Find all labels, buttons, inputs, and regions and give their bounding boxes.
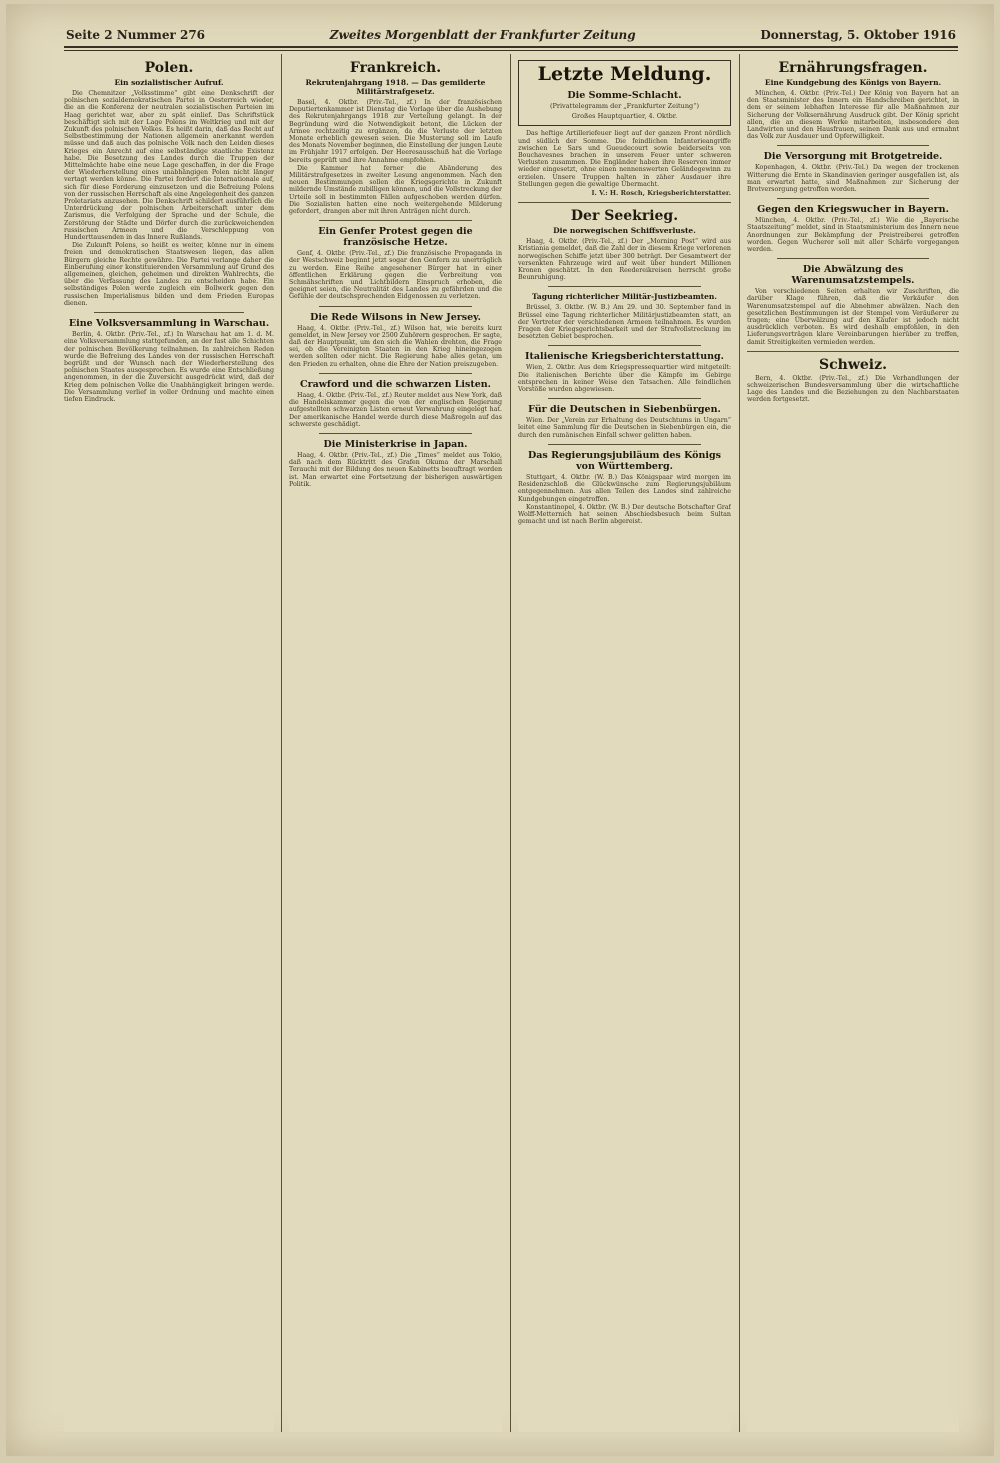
article-headline: Eine Volksversammlung in Warschau. xyxy=(68,318,270,330)
article-headline: Crawford und die schwarzen Listen. xyxy=(300,378,491,390)
article-headline: Rekrutenjahrgang 1918. — Das gemilderte Militärstrafgesetz. xyxy=(305,78,486,96)
article-body: Die Chemnitzer „Volksstimme“ gibt eine Denkschrift der polnischen sozialdemokratischen Partei in Oesterreich wieder, die an die Konferenz der neutralen sozialistischen Parteien im Haag gerichtet war, aber zu spät einlief. Das Schriftstück beschäftigt sich mit der Lage Polens im Weltkrieg und mit der Zukunft des polnischen Volkes. Es heißt darin, daß das Recht auf Selbstbestimmung der Nationen allgemein anerkannt werden müsse und daß auch das polnische Volk nach den Leiden dieses Krieges ein Anrecht auf eine selbständige staatliche Existenz habe. Die Besetzung des Landes durch die Truppen der Mittelmächte habe eine neue Lage geschaffen, in der die Frage der Wiederherstellung eines unabhängigen Polen nicht länger vertagt werden könne. Die Partei fordert die Internationale auf, sich für diese Forderung einzusetzen und die Befreiung Polens von der russischen Herrschaft als eine Angelegenheit des ganzen Proletariats anzusehen. Die Denkschrift schildert ausführlich die Unterdrückung der polnischen Arbeiterschaft unter dem Zarismus, die Verfolgung der Sprache und der Schule, die Zerstörung der Städte und Dörfer durch die zurückweichenden russischen Armeen und die Verschleppung von Hunderttausenden in das Innere Rußlands. xyxy=(64,90,274,242)
page-fade xyxy=(747,1392,959,1432)
section-title: Ernährungsfragen. xyxy=(778,60,928,76)
divider xyxy=(319,373,472,374)
article-headline: Das Regierungsjubiläum des Königs von Württemberg. xyxy=(528,449,721,472)
article-body: Haag, 4. Oktbr. (Priv.-Tel., zf.) Wilson hat, wie bereits kurz gemeldet, in New Jersey vor 2500 Zuhörern gesprochen. Er sagte, daß der Hauptpunkt, um den sich die Wahlen drehten, die Frage sei, ob die Vereinigten Staaten in den Krieg hineingezogen werden sollten oder nicht. Die Regierung habe alles getan, um den Frieden zu erhalten, ohne die Ehre der Nation preiszugeben. xyxy=(289,324,502,368)
divider xyxy=(777,145,929,146)
divider xyxy=(548,286,701,287)
article-body: Haag, 4. Oktbr. (Priv.-Tel., zf.) Der „Morning Post“ wird aus Kristiania gemeldet, daß die Zahl der in diesem Kriege verlorenen norwegischen Schiffe jetzt über 300 beträgt. Der Gesamtwert der versenkten Fahrzeuge wird auf weit über hundert Millionen Kronen geschätzt. In den Reedereikreisen herrscht große Beunruhigung. xyxy=(518,238,731,282)
column-frankreich xyxy=(289,58,502,1432)
article-body: Basel, 4. Oktbr. (Priv.-Tel., zf.) In der französischen Deputiertenkammer ist Dienstag die Vorlage über die Aushebung des Rekrutenjahrgangs 1918 zur Verteilung gelangt. In der Begründung wird die Notwendigkeit betont, die Lücken der Armee rechtzeitig zu ergänzen, da die Verluste der letzten Monate erheblich gewesen seien. Die Musterung soll im Laufe des Monats November beginnen, die Einstellung der jungen Leute im Frühjahr 1917 erfolgen. Der Heeresausschuß hat die Vorlage bereits geprüft und ihre Annahme empfohlen. xyxy=(289,99,502,164)
article-headline: Die Somme-Schlacht. xyxy=(567,90,682,101)
article-headline: Italienische Kriegsberichterstattung. xyxy=(525,351,724,363)
header-rule xyxy=(64,46,958,48)
article-headline: Gegen den Kriegswucher in Bayern. xyxy=(757,204,949,216)
article-body: Bern, 4. Oktbr. (Priv.-Tel., zf.) Die Verhandlungen der schweizerischen Bundesversammlung über die wirtschaftliche Lage des Landes und die Beziehungen zu den Nachbarstaaten werden fortgesetzt. xyxy=(747,374,959,404)
article-body: Genf, 4. Oktbr. (Priv.-Tel., zf.) Die französische Propaganda in der Westschweiz beginnt jetzt sogar den Genfern zu unerträglich zu werden. Eine Reihe angesehener Bürger hat in einer öffentlichen Erklärung gegen die Verbreitung von Schmähschriften und Lichtbildern Einspruch erhoben, die geeignet seien, die Neutralität des Landes zu gefährden und die Gefühle der deutschsprechenden Eidgenossen zu verletzen. xyxy=(289,250,502,301)
article-signature: I. V.: H. Rosch, Kriegsberichterstatter. xyxy=(591,189,731,198)
header-edition: Zweites Morgenblatt der Frankfurter Zeitung xyxy=(329,28,636,42)
article-body: Die Kammer hat ferner die Abänderung des Militärstrafgesetzes in zweiter Lesung angenommen. Nach den neuen Bestimmungen sollen die Kriegsgerichte in Zukunft mildernde Umstände zubilligen können, und die Vollstreckung der Urteile soll in bestimmten Fällen aufgeschoben werden dürfen. Die Sozialisten hatten eine noch weitergehende Milderung gefordert, drangen aber mit ihren Anträgen nicht durch. xyxy=(289,164,502,216)
article-body: Konstantinopel, 4. Oktbr. (W. B.) Der deutsche Botschafter Graf Wolff-Metternich hat seinen Abschiedsbesuch beim Sultan gemacht und ist nach Berlin abgereist. xyxy=(518,503,731,526)
article-body: Wien. Der „Verein zur Erhaltung des Deutschtums in Ungarn“ leitet eine Sammlung für die Deutschen in Siebenbürgen ein, die durch den rumänischen Einfall schwer gelitten haben. xyxy=(518,417,731,439)
divider xyxy=(319,433,472,434)
divider xyxy=(747,351,959,352)
article-headline: Die Rede Wilsons in New Jersey. xyxy=(310,311,481,323)
divider xyxy=(319,220,472,221)
section-title: Schweiz. xyxy=(819,356,887,373)
article-headline: Für die Deutschen in Siebenbürgen. xyxy=(528,404,721,416)
article-body: Das heftige Artilleriefeuer liegt auf der ganzen Front nördlich und südlich der Somme. Die feindlichen Infanterieangriffe zwischen Le Sars und Gueudecourt sowie beiderseits von Bouchavesnes brachen in unserem Feuer unter schweren Verlusten zusammen. Die Engländer haben ihre Reserven immer wieder eingesetzt, ohne einen nennenswerten Geländegewinn zu erzielen. Unsere Truppen halten in zäher Ausdauer ihre Stellungen gegen die gewaltige Übermacht. xyxy=(518,130,731,188)
divider xyxy=(548,398,701,399)
article-body: Die Zukunft Polens, so heißt es weiter, könne nur in einem freien und demokratischen Staatswesen liegen, das allen Bürgern gleiche Rechte gewähre. Die Partei verlange daher die Einberufung einer konstituierenden Versammlung auf Grund des allgemeinen, gleichen, geheimen und direkten Wahlrechts, die über die Verfassung des Landes zu entscheiden habe. Ein selbständiges Polen werde zugleich ein Bollwerk gegen den russischen Imperialismus bilden und dem Frieden Europas dienen. xyxy=(64,242,274,307)
divider xyxy=(518,202,731,203)
article-body: Haag, 4. Oktbr. (Priv.-Tel., zf.) Die „Times“ meldet aus Tokio, daß nach dem Rücktritt des Grafen Okuma der Marschall Terauchi mit der Bildung des neuen Kabinetts beauftragt worden ist. Man erwartet eine Fortsetzung der bisherigen auswärtigen Politik. xyxy=(289,451,502,488)
column-ernaehrungsfragen xyxy=(747,58,959,1432)
section-title: Letzte Meldung. xyxy=(537,63,712,85)
column-divider xyxy=(739,54,740,1432)
column-polen xyxy=(64,58,274,1432)
header-page-number: Seite 2 Nummer 276 xyxy=(66,28,206,42)
section-title: Frankreich. xyxy=(349,60,442,76)
article-body: Haag, 4. Oktbr. (Priv.-Tel., zf.) Reuter meldet aus New York, daß die Handelskammer gegen die von der englischen Regierung aufgestellten schwarzen Listen erneut Verwahrung eingelegt hat. Der amerikanische Handel werde durch diese Maßregeln auf das schwerste geschädigt. xyxy=(289,391,502,428)
divider xyxy=(548,444,701,445)
headline-box xyxy=(518,60,731,126)
article-dateline: Großes Hauptquartier, 4. Oktbr. xyxy=(571,112,678,121)
article-body: Von verschiedenen Seiten erhalten wir Zuschriften, die darüber Klage führen, daß die Verkäufer den Warenumsatzstempel auf die Abnehmer abwälzen. Nach den gesetzlichen Bestimmungen ist der Stempel vom Veräußerer zu tragen; eine Überwälzung auf den Käufer ist jedoch nicht ausdrücklich verboten. Es wird deshalb empfohlen, in den Lieferungsverträgen klare Vereinbarungen hierüber zu treffen, damit Streitigkeiten vermieden werden. xyxy=(747,288,959,346)
article-headline: Die Versorgung mit Brotgetreide. xyxy=(763,151,943,163)
article-source: (Privattelegramm der „Frankfurter Zeitung“) xyxy=(549,102,700,110)
divider xyxy=(777,198,929,199)
newspaper-page xyxy=(6,4,994,1456)
header-date: Donnerstag, 5. Oktober 1916 xyxy=(760,28,956,42)
article-body: Stuttgart, 4. Oktbr. (W. B.) Das Königspaar wird morgen im Residenzschloß die Glückwünsche zum Regierungsjubiläum entgegennehmen. Aus allen Teilen des Landes sind zahlreiche Kundgebungen eingetroffen. xyxy=(518,473,731,503)
column-divider xyxy=(281,54,282,1432)
article-headline: Tagung richterlicher Militär-Justizbeamten. xyxy=(532,292,717,302)
divider xyxy=(548,345,701,346)
page-fade xyxy=(289,1392,502,1432)
article-body: München, 4. Oktbr. (Priv.-Tel.) Der König von Bayern hat an den Staatsminister des Innern ein Handschreiben gerichtet, in dem er seinem lebhaften Interesse für alle Maßnahmen zur Sicherung der Volksernährung Ausdruck gibt. Der König spricht allen, die an diesem Werke mitarbeiten, insbesondere den Landwirten und den Hausfrauen, seinen Dank aus und ermahnt das Volk zur Ausdauer und Opferwilligkeit. xyxy=(747,90,959,141)
page-header xyxy=(66,22,956,42)
article-headline: Eine Kundgebung des Königs von Bayern. xyxy=(764,78,942,87)
article-body: Brüssel, 3. Oktbr. (W. B.) Am 29. und 30. September fand in Brüssel eine Tagung richterlicher Militärjustizbeamten statt, an der Vertreter der verschiedenen Armeen teilnahmen. Es wurden Fragen der Kriegsgerichtsbarkeit und der Strafvollstreckung im besetzten Gebiet besprochen. xyxy=(518,304,731,341)
section-title: Der Seekrieg. xyxy=(570,208,679,225)
article-headline: Die Ministerkrise in Japan. xyxy=(323,438,468,450)
divider xyxy=(777,258,929,259)
divider xyxy=(319,306,472,307)
header-rule-thin xyxy=(64,50,958,51)
article-headline: Die Abwälzung des Warenumsatzstempels. xyxy=(791,264,915,287)
article-body: Wien, 2. Oktbr. Aus dem Kriegspressequartier wird mitgeteilt: Die italienischen Berichte über die Kämpfe im Gebirge entsprechen in keiner Weise den Tatsachen. Alle feindlichen Vorstöße wurden abgewiesen. xyxy=(518,364,731,394)
article-headline: Ein Genfer Protest gegen die französische Hetze. xyxy=(318,226,473,249)
section-title: Polen. xyxy=(144,60,194,76)
article-headline: Die norwegischen Schiffsverluste. xyxy=(553,226,696,236)
column-letzte-meldung xyxy=(518,58,731,1432)
article-headline: Ein sozialistischer Aufruf. xyxy=(114,78,224,87)
page-fade xyxy=(64,1392,274,1432)
article-body: Kopenhagen, 4. Oktbr. (Priv.-Tel.) Da wegen der trockenen Witterung die Ernte in Skandinavien geringer ausgefallen ist, als man erwartet hatte, sind Maßnahmen zur Sicherung der Brotversorgung getroffen worden. xyxy=(747,164,959,194)
column-divider xyxy=(510,54,511,1432)
article-body: Berlin, 4. Oktbr. (Priv.-Tel., zf.) In Warschau hat am 1. d. M. eine Volksversammlung stattgefunden, an der fast alle Schichten der polnischen Bevölkerung teilnahmen. In zahlreichen Reden wurde die Befreiung des Landes von der russischen Herrschaft begrüßt und der Wunsch nach der Wiederherstellung des polnischen Staates ausgesprochen. Es wurde eine Entschließung angenommen, in der die Zuversicht ausgedrückt wird, daß der Krieg dem polnischen Volke die Unabhängigkeit bringen werde. Die Versammlung verlief in voller Ordnung und machte einen tiefen Eindruck. xyxy=(64,331,274,403)
page-fade xyxy=(518,1392,731,1432)
divider xyxy=(94,312,244,313)
article-body: München, 4. Oktbr. (Priv.-Tel., zf.) Wie die „Bayerische Staatszeitung“ meldet, sind in Staatsministerium des Innern neue Anordnungen zur Bekämpfung der Preistreiberei getroffen worden. Gegen Wucherer soll mit aller Schärfe vorgegangen werden. xyxy=(747,217,959,254)
